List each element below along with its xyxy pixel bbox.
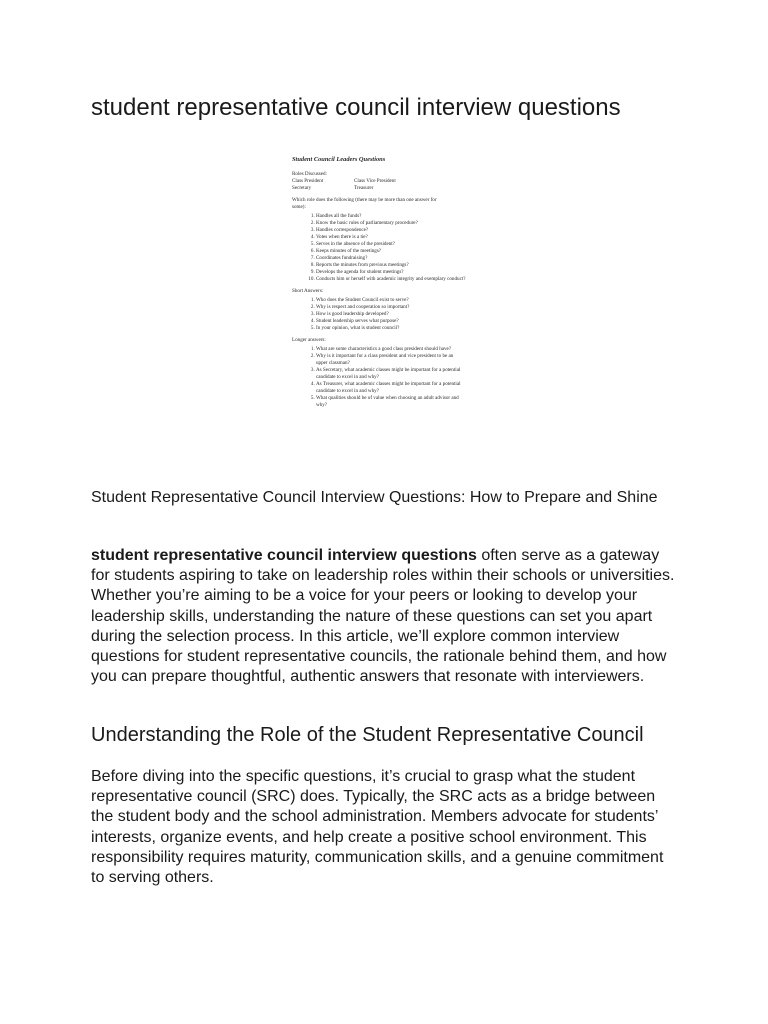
intro-paragraph xyxy=(91,546,681,687)
section-heading: Understanding the Role of the Student Representative Council xyxy=(91,724,644,746)
question-item: 4. Votes when there is a tie? xyxy=(316,234,482,241)
question-item: 1. What are some characteristics a good class president should have? xyxy=(316,346,466,353)
intro-text: often serve as a gateway for students aspiring to take on leadership roles within their schools or universities. Whether you’re aiming to be a voice for your peers or looking to develop your leadership skills, understanding the nature of these questions can set you apart during the selection process. In this article, we’ll explore common interview questions for student representative councils, the rationale behind them, and how you can prepare thoughtful, authentic answers that resonate with interviewers. xyxy=(91,547,675,686)
role-question-list xyxy=(286,213,482,283)
question-item: 9. Develops the agenda for student meetings? xyxy=(316,269,482,276)
section-paragraph: Before diving into the specific questions, it’s crucial to grasp what the student representative council (SRC) does. Typically, the SRC acts as a bridge between the student body and the school administration. Members advocate for students’ interests, organize events, and help create a positive school environment. This responsibility requires maturity, communication skills, and a genuine commitment to serving others. xyxy=(91,768,664,887)
question-item: 3. How is good leadership developed? xyxy=(316,311,482,318)
question-item: 7. Coordinates fundraising? xyxy=(316,255,482,262)
question-item: 8. Reports the minutes from previous meetings? xyxy=(316,262,482,269)
roles-row xyxy=(292,178,482,185)
article-subtitle: Student Representative Council Interview Questions: How to Prepare and Shine xyxy=(91,489,658,506)
question-item: 10. Conducts him or herself with academic integrity and exemplary conduct? xyxy=(316,276,466,283)
short-answers-label: Short Answers: xyxy=(292,288,324,294)
question-item: 2. Why is respect and cooperation so important? xyxy=(316,304,482,311)
question-sheet-image xyxy=(286,152,482,448)
longer-answers-label: Longer answers: xyxy=(292,337,326,343)
question-item: 6. Keeps minutes of the meetings? xyxy=(316,248,482,255)
question-item: 1. Handles all the funds? xyxy=(316,213,482,220)
question-item: 3. As Secretary, what academic classes might be important for a potential candidate to excel in and why? xyxy=(316,367,466,381)
intro-keyword: student representative council interview questions xyxy=(91,547,477,564)
question-item: 5. In your opinion, what is student council? xyxy=(316,325,482,332)
prompt-line: Which role does the following (there may be more than one answer for xyxy=(292,197,437,203)
short-question-list xyxy=(286,297,482,332)
question-item: 5. What qualities should be of value when choosing an adult advisor and why? xyxy=(316,395,466,409)
role-name: Class President xyxy=(292,178,324,184)
role-name: Secretary xyxy=(292,185,312,191)
question-item: 3. Handles correspondence? xyxy=(316,227,482,234)
question-item: 4. Student leadership serves what purpose? xyxy=(316,318,482,325)
question-item: 1. Who does the Student Council exist to serve? xyxy=(316,297,482,304)
question-item: 2. Know the basic rules of parliamentary procedure? xyxy=(316,220,482,227)
role-name: Treasurer xyxy=(354,185,374,191)
prompt-line: some): xyxy=(292,204,306,210)
role-name: Class Vice President xyxy=(354,178,396,184)
page-title: student representative council interview questions xyxy=(91,94,621,121)
longer-question-list xyxy=(286,346,482,409)
question-item: 2. Why is it important for a class president and vice president to be an upper classman? xyxy=(316,353,466,367)
sheet-heading: Student Council Leaders Questions xyxy=(292,156,386,163)
roles-row xyxy=(292,185,482,192)
question-item: 5. Serves in the absence of the president? xyxy=(316,241,482,248)
question-item: 4. As Treasurer, what academic classes might be important for a potential candidate to excel in and why? xyxy=(316,381,466,395)
roles-label: Roles Discussed: xyxy=(292,171,327,177)
